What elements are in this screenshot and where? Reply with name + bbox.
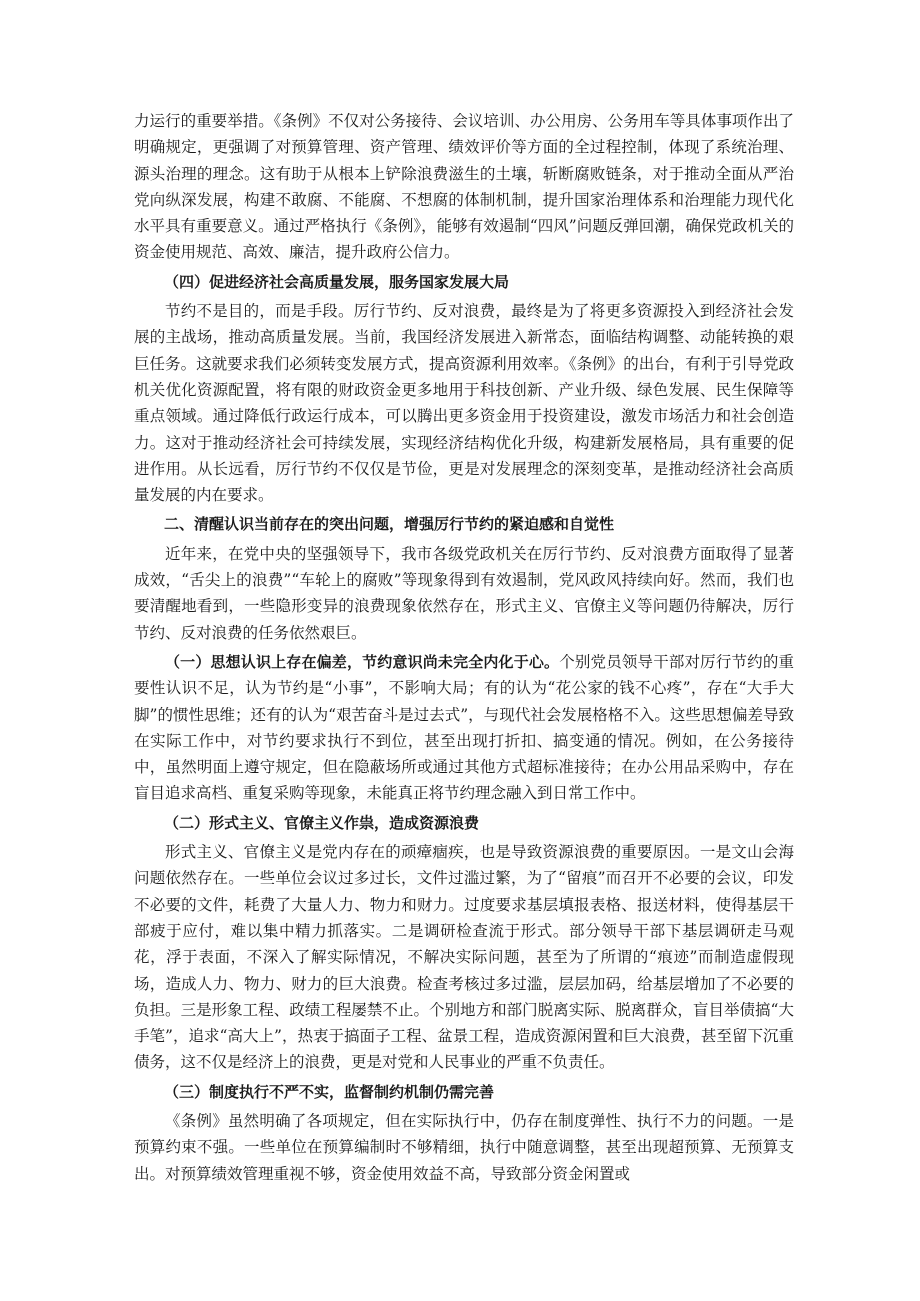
body-paragraph: 形式主义、官僚主义是党内存在的顽瘴痼疾，也是导致资源浪费的重要原因。一是文山会海问题依然存在。一些单位会议过多过长，文件过滥过繁，为了“留痕”而召开不必要的会议，印发不必要的文件，耗费了大量人力、物力和财力。过度要求基层填报表格、报送材料，使得基层干部疲于应付，难以集中精力抓落实。二是调研检查流于形式。部分领导干部下基层调研走马观花，浮于表面，不深入了解实际情况，不解决实际问题，甚至为了所谓的“痕迹”而制造虚假现场，造成人力、物力、财力的巨大浪费。检查考核过多过滥，层层加码，给基层增加了不必要的负担。三是形象工程、政绩工程屡禁不止。个别地方和部门脱离实际、脱离群众，盲目举债搞“大手笔”，追求“高大上”，热衷于搞面子工程、盆景工程，造成资源闲置和巨大浪费，甚至留下沉重债务，这不仅是经济上的浪费，更是对党和人民事业的严重不负责任。 [134,843,794,1072]
section-heading-3: （三）制度执行不严不实，监督制约机制仍需完善 [164,1082,495,1101]
body-paragraph: 近年来，在党中央的坚强领导下，我市各级党政机关在厉行节约、反对浪费方面取得了显著成效，“舌尖上的浪费”“车轮上的腐败”等现象得到有效遏制，党风政风持续向好。然而，我们也要清醒地看到，一些隐形变异的浪费现象依然存在，形式主义、官僚主义等问题仍待解决，厉行节约、反对浪费的任务依然艰巨。 [134,544,794,642]
chapter-heading-2: 二、清醒认识当前存在的突出问题，增强厉行节约的紧迫感和自觉性 [164,515,615,534]
section-heading-4: （四）促进经济社会高质量发展，服务国家发展大局 [164,272,510,291]
body-paragraph: 节约不是目的，而是手段。厉行节约、反对浪费，最终是为了将更多资源投入到经济社会发展的主战场，推动高质量发展。当前，我国经济发展进入新常态，面临结构调整、动能转换的艰巨任务。这就要求我们必须转变发展方式，提高资源利用效率。《条例》的出台，有利于引导党政机关优化资源配置，将有限的财政资金更多地用于科技创新、产业升级、绿色发展、民生保障等重点领域。通过降低行政运行成本，可以腾出更多资金用于投资建设，激发市场活力和社会创造力。这对于推动经济社会可持续发展，实现经济结构优化升级，构建新发展格局，具有重要的促进作用。从长远看，厉行节约不仅仅是节俭，更是对发展理念的深刻变革，是推动经济社会高质量发展的内在要求。 [134,302,794,505]
continuation-paragraph: 力运行的重要举措。《条例》不仅对公务接待、会议培训、办公用房、公务用车等具体事项作出了明确规定，更强调了对预算管理、资产管理、绩效评价等方面的全过程控制，体现了系统治理、源头治理的理念。这有助于从根本上铲除浪费滋生的土壤，斩断腐败链条，对于推动全面从严治党向纵深发展，构建不敢腐、不能腐、不想腐的体制机制，提升国家治理体系和治理能力现代化水平具有重要意义。通过严格执行《条例》，能够有效遏制“四风”问题反弹回潮，确保党政机关的资金使用规范、高效、廉洁，提升政府公信力。 [134,112,794,262]
lead-paragraph [134,649,794,807]
lead-paragraph-text: 个别党员领导干部对厉行节约的重要性认识不足，认为节约是“小事”，不影响大局；有的认为“花公家的钱不心疼”，存在“大手大脚”的惯性思维；还有的认为“艰苦奋斗是过去式”，与现代社会发展格格不入。这些思想偏差导致在实际工作中，对节约要求执行不到位，甚至出现打折扣、搞变通的情况。例如，在公务接待中，虽然明面上遵守规定，但在隐蔽场所或通过其他方式超标准接待；在办公用品采购中，存在盲目追求高档、重复采购等现象，未能真正将节约理念融入到日常工作中。 [134,652,794,803]
document-page [134,108,794,1187]
body-paragraph: 《条例》虽然明确了各项规定，但在实际执行中，仍存在制度弹性、执行不力的问题。一是预算约束不强。一些单位在预算编制时不够精细，执行中随意调整，甚至出现超预算、无预算支出。对预算绩效管理重视不够，资金使用效益不高，导致部分资金闲置或 [134,1111,794,1183]
section-heading-2: （二）形式主义、官僚主义作祟，造成资源浪费 [164,813,480,832]
lead-heading-1: （一）思想认识上存在偏差，节约意识尚未完全内化于心。 [165,652,560,671]
